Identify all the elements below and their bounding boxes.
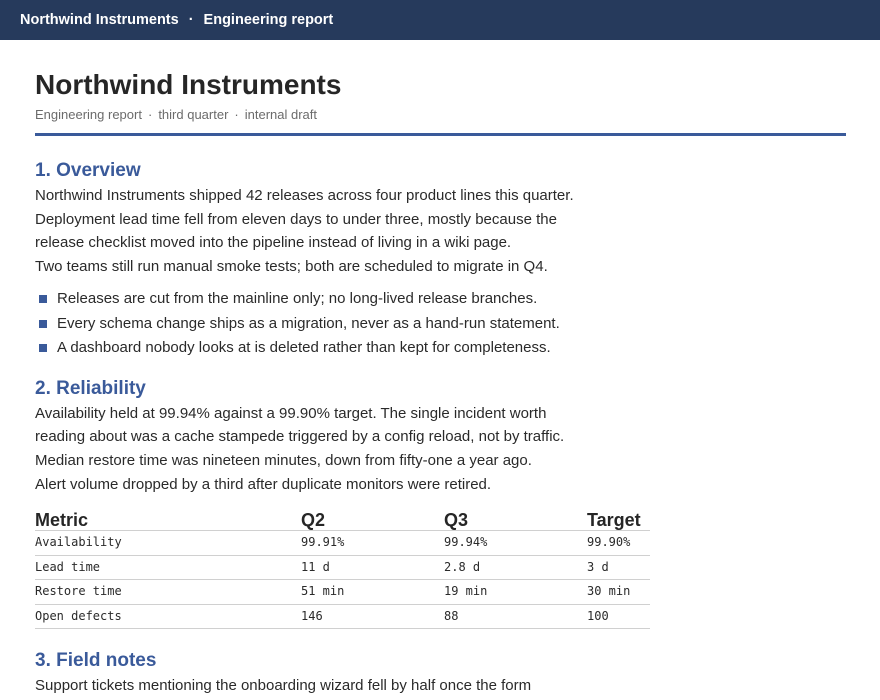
list-item-text: Every schema change ships as a migration, never as a hand-run statement. [57, 314, 560, 332]
cell-target: 30 min [587, 580, 650, 605]
table-row [35, 580, 650, 605]
cell-metric: Availability [35, 531, 301, 556]
document-body [0, 69, 880, 698]
reliability-paragraph [35, 402, 846, 496]
cell-metric: Lead time [35, 555, 301, 580]
cell-metric: Open defects [35, 604, 301, 629]
table-row [35, 604, 650, 629]
list-item-text: Releases are cut from the mainline only; no long-lived release branches. [57, 290, 538, 308]
page-subtitle [35, 107, 846, 123]
paragraph-line: Availability held at 99.94% against a 99.90% target. The single incident worth [35, 404, 547, 422]
cell-q2: 99.91% [301, 531, 444, 556]
cell-q3: 99.94% [444, 531, 587, 556]
metrics-table [35, 510, 650, 629]
paragraph-line: release checklist moved into the pipeline instead of living in a wiki page. [35, 234, 512, 252]
overview-bullet-list [35, 287, 846, 361]
list-item-text: A dashboard nobody looks at is deleted rather than kept for completeness. [57, 339, 551, 357]
square-bullet-icon [39, 320, 47, 328]
subtitle-separator: · [234, 107, 239, 122]
page-title: Northwind Instruments [35, 69, 342, 100]
square-bullet-icon [39, 344, 47, 352]
cell-target: 3 d [587, 555, 650, 580]
paragraph-line: Median restore time was nineteen minutes, down from fifty-one a year ago. [35, 452, 532, 470]
top-bar [0, 0, 880, 40]
overview-paragraph [35, 184, 846, 278]
topbar-brand: Northwind Instruments [20, 12, 179, 28]
square-bullet-icon [39, 295, 47, 303]
cell-metric: Restore time [35, 580, 301, 605]
paragraph-line: Deployment lead time fell from eleven days to under three, mostly because the [35, 210, 557, 228]
section-heading-reliability: 2. Reliability [35, 377, 146, 399]
section-heading-field-notes: 3. Field notes [35, 650, 157, 672]
cell-target: 99.90% [587, 531, 650, 556]
list-item [35, 312, 846, 337]
table-header-row [35, 510, 650, 531]
cell-q3: 2.8 d [444, 555, 587, 580]
cell-q2: 11 d [301, 555, 444, 580]
cell-q3: 19 min [444, 580, 587, 605]
paragraph-line: Alert volume dropped by a third after duplicate monitors were retired. [35, 475, 492, 493]
paragraph-line: Northwind Instruments shipped 42 releases across four product lines this quarter. [35, 187, 574, 204]
section-heading-overview: 1. Overview [35, 160, 141, 181]
cell-q3: 88 [444, 604, 587, 629]
paragraph-line: reading about was a cache stampede triggered by a config reload, not by traffic. [35, 428, 565, 446]
paragraph-line: Support tickets mentioning the onboarding wizard fell by half once the form [35, 677, 532, 695]
topbar-separator: · [188, 12, 194, 28]
cell-q2: 51 min [301, 580, 444, 605]
table-row [35, 531, 650, 556]
list-item [35, 287, 846, 312]
column-header-target: Target [587, 510, 650, 531]
topbar-section: Engineering report [203, 12, 334, 28]
field-notes-paragraph [35, 674, 846, 698]
column-header-q3: Q3 [444, 510, 587, 531]
column-header-metric: Metric [35, 510, 301, 531]
title-divider [35, 133, 846, 136]
subtitle-report: Engineering report [35, 107, 142, 122]
subtitle-quarter: third quarter [158, 107, 229, 122]
subtitle-separator: · [147, 107, 153, 122]
subtitle-status: internal draft [244, 107, 318, 122]
paragraph-line: Two teams still run manual smoke tests; both are scheduled to migrate in Q4. [35, 257, 548, 275]
column-header-q2: Q2 [301, 510, 444, 531]
table-row [35, 555, 650, 580]
cell-q2: 146 [301, 604, 444, 629]
list-item [35, 336, 846, 361]
cell-target: 100 [587, 604, 650, 629]
